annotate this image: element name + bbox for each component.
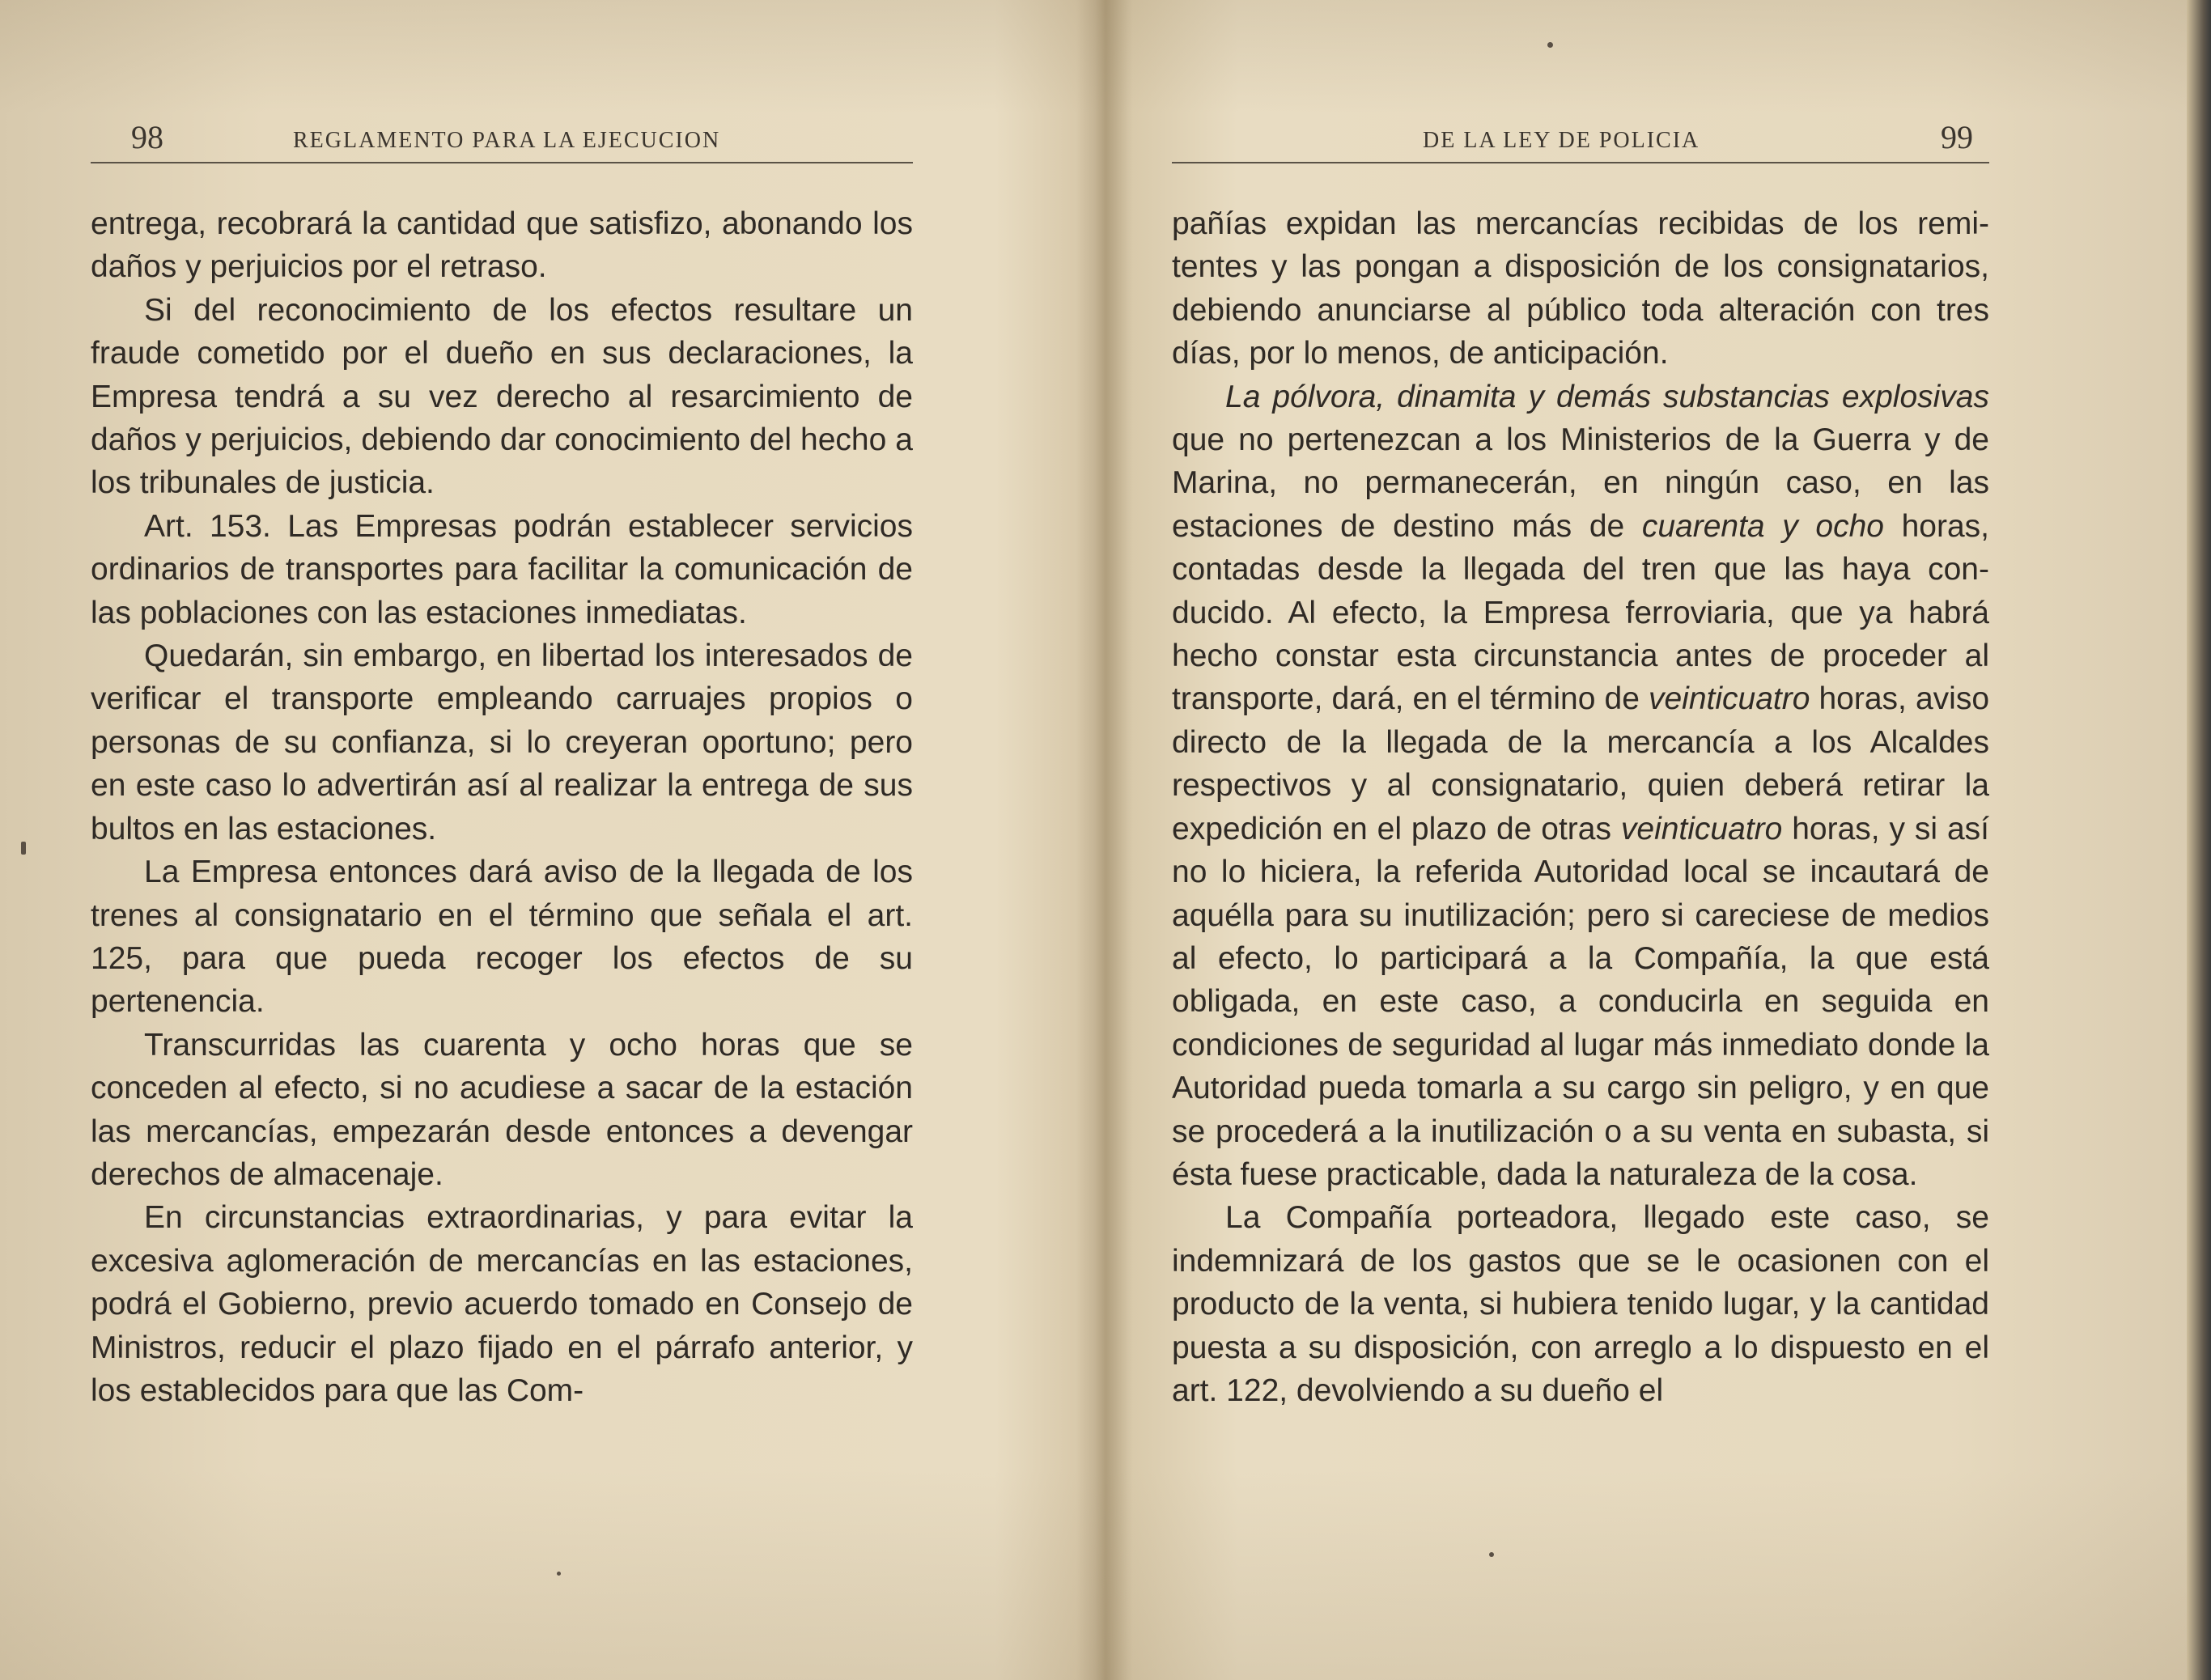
text-segment: que no pertenezcan a los Ministerios de la Guerra y de Marina, no permanecerán, en ningún caso, en las estaciones de destino más de (1172, 422, 1989, 544)
paragraph (1172, 375, 1989, 1197)
left-page-body (91, 202, 913, 1412)
text-segment: Transcurridas las cuarenta y ocho horas que se conceden al efecto, si no acudiese a sacar de la estación las mercancías, empezarán desde entonces a devengar derechos de almacenaje. (91, 1027, 913, 1192)
text-segment: Art. 153. Las Empresas podrán establecer servicios ordinarios de transportes para facilitar la comunicación de las poblaciones con las estaciones inmediatas. (91, 508, 913, 630)
paragraph (91, 289, 913, 505)
paragraph (1172, 202, 1989, 375)
text-segment: horas, contadas desde la llegada del tren que las haya conducido. Al efecto, la Empresa ferroviaria, que ya habrá hecho constar esta circunstancia antes de proceder al transporte, dará, en el término de (1172, 508, 1989, 717)
text-segment: horas, aviso directo de la llegada de la mercancía a los Alcaldes respectivos y al consignatario, quien deberá retirar la expedición en el plazo de otras (1172, 681, 1990, 846)
text-segment: En circunstancias extraordinarias, y para evitar la excesiva aglomeración de mercancías en las estaciones, podrá el Gobierno, previo acuerdo tomado en Consejo de Ministros, reducir el plazo fijado en el párrafo anterior, y los establecidos para que las Com- (91, 1200, 913, 1408)
paragraph (91, 1196, 913, 1412)
page-number: 99 (1941, 119, 1973, 155)
page-number: 98 (131, 119, 163, 155)
right-page-header (1172, 113, 1989, 163)
paragraph (91, 1024, 913, 1197)
paragraph (91, 505, 913, 634)
left-page-header (91, 113, 913, 163)
paragraph (91, 851, 913, 1024)
running-head: REGLAMENTO PARA LA EJECUCION (293, 128, 721, 153)
right-page-body (1172, 202, 1989, 1412)
italic-text: veinticuatro (1648, 681, 1810, 717)
text-segment: La Compañía porteadora, llegado este caso, se indemnizará de los gastos que se le ocasionen con el producto de la venta, si hubiera tenido lugar, y la cantidad puesta a su disposición, con arreglo a lo dispuesto en el art. 122, devolviendo a su dueño el (1172, 1200, 1989, 1408)
text-segment: La Empresa entonces dará aviso de la llegada de los trenes al consignatario en el término que señala el art. 125, para que pueda recoger los efectos de su pertenencia. (91, 855, 913, 1020)
paper-speck (21, 842, 26, 855)
page-edge-shadow (2187, 0, 2211, 1680)
paragraph (91, 202, 913, 289)
italic-text: veinticuatro (1620, 811, 1783, 846)
running-head: DE LA LEY DE POLICIA (1423, 128, 1700, 153)
book-gutter (1076, 0, 1133, 1680)
text-segment: pañías expidan las mercancías recibidas de los remitentes y las pongan a disposición de los consignatarios, debiendo anunciarse al público toda alteración con tres días, por lo menos, de anticipación. (1172, 206, 1989, 371)
text-segment: horas, y si así no lo hiciera, la referida Autoridad local se incautará de aquélla para su inutilización; pero si careciese de medios al efecto, lo participará a la Compañía, la que está obligada, en este caso, a conducirla en seguida en condiciones de seguridad al lugar más inmediato donde la Autoridad pueda tomarla a su cargo sin peligro, y en que se procederá a la inutilización o a su venta en subasta, si ésta fuese practicable, dada la naturaleza de la cosa. (1172, 811, 1989, 1192)
italic-text: La pólvora, dinamita y demás substancias explosivas (1225, 379, 1989, 414)
paragraph (91, 634, 913, 851)
italic-text: cuarenta y ocho (1641, 508, 1884, 544)
left-page (91, 0, 913, 1680)
text-segment: entrega, recobrará la cantidad que satisfizo, abonando los daños y perjuicios por el retraso. (91, 206, 913, 285)
right-page (1172, 0, 1989, 1680)
paragraph (1172, 1196, 1989, 1412)
text-segment: Si del reconocimiento de los efectos resultare un fraude cometido por el dueño en sus declaraciones, la Empresa tendrá a su vez derecho al resarcimiento de daños y perjuicios, debiendo dar conocimiento del hecho a los tribunales de justicia. (91, 292, 913, 501)
text-segment: Quedarán, sin embargo, en libertad los interesados de verificar el transporte empleando carruajes propios o personas de su confianza, si lo creyeran oportuno; pero en este caso lo advertirán así al realizar la entrega de sus bultos en las estaciones. (91, 638, 913, 846)
